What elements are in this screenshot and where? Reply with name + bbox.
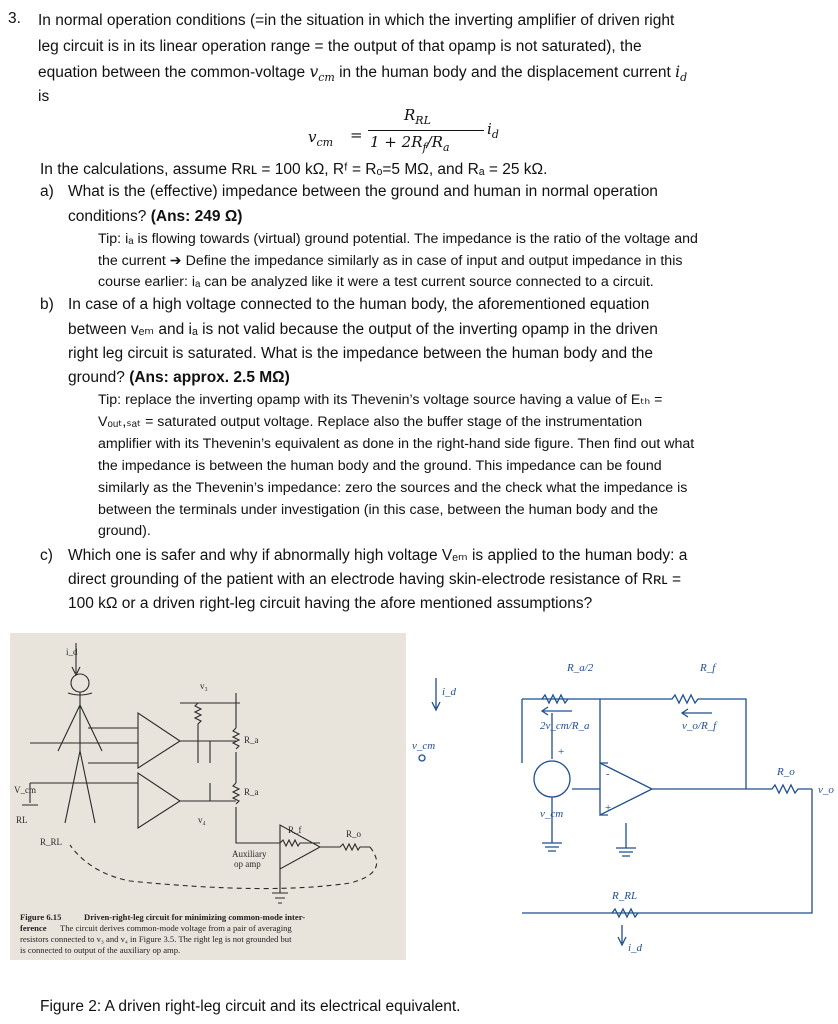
fig-right-ra2: R_a/2 xyxy=(567,662,594,674)
fig-right-plus: + xyxy=(605,802,612,814)
part-b-tip-1: Tip: replace the inverting opamp with its Thevenin’s voltage source having a value of Eₜₕ = xyxy=(98,392,663,408)
fig-left-caption-2: resistors connected to v₃ and v₄ in Figure 3.5. The right leg is not grounded but xyxy=(20,934,292,944)
figure-caption: Figure 2: A driven right-leg circuit and its electrical equivalent. xyxy=(40,998,461,1015)
fig-left-id: i_d xyxy=(66,647,78,657)
fig-left-caption-bold: Driven-right-leg circuit for minimizing common-mode inter- xyxy=(84,912,306,922)
fig-right-id2: i_d xyxy=(628,942,643,954)
fig-right-rrl: R_RL xyxy=(612,890,638,902)
part-b-line-3: right leg circuit is saturated. What is the impedance between the human body and the xyxy=(68,345,654,362)
part-a-line-2: conditions? (Ans: 249 Ω) xyxy=(68,208,243,225)
part-a-label: a) xyxy=(40,183,54,200)
part-b-tip-6: between the terminals under investigation (in this case, between the human body and the xyxy=(98,502,658,518)
intro-line-3: equation between the common-voltage $v_{cm}$ in the human body and the displacement current $i_d$ xyxy=(38,63,688,85)
fig-right-rf: R_f xyxy=(700,662,716,674)
assumptions: In the calculations, assume Rʀʟ = 100 kΩ, Rᶠ = Rₒ=5 MΩ, and Rₐ = 25 kΩ. xyxy=(40,161,548,178)
part-a-tip-2: the current ➔ Define the impedance similarly as in case of input and output impedance in this xyxy=(98,253,683,269)
fig-left-caption-3: is connected to output of the auxiliary op amp. xyxy=(20,945,181,955)
part-c-line-1: Which one is safer and why if abnormally high voltage Vₑₘ is applied to the human body: a xyxy=(68,547,688,564)
fig-right-src2: v_o/R_f xyxy=(682,720,717,732)
fig-right-vcm: v_cm xyxy=(412,740,436,752)
part-b-tip-4: the impedance is between the human body and the ground. This impedance can be found xyxy=(98,458,662,474)
part-c-line-2: direct grounding of the patient with an electrode having skin-electrode resistance of Rʀʟ = xyxy=(68,571,682,588)
part-a-tip-1: Tip: iₐ is flowing towards (virtual) ground potential. The impedance is the ratio of the voltage and xyxy=(98,231,698,247)
fig-left-vcm: V_cm xyxy=(14,785,36,795)
part-a-tip-3: course earlier: iₐ can be analyzed like it were a test current source connected to a circuit. xyxy=(98,274,654,290)
fig-right-id: i_d xyxy=(442,686,457,698)
fig-left-rrl: R_RL xyxy=(40,837,63,847)
electrical-equivalent-figure xyxy=(412,633,838,960)
fig-left-caption-1: The circuit derives common-mode voltage from a pair of averaging xyxy=(60,923,292,933)
fig-right-vcm2: v_cm xyxy=(540,808,564,820)
part-a-line-1: What is the (effective) impedance between the ground and human in normal operation xyxy=(68,183,658,200)
part-b-label: b) xyxy=(40,296,54,313)
part-c-line-3: 100 kΩ or a driven right-leg circuit having the afore mentioned assumptions? xyxy=(68,595,593,612)
fig-left-opamp: op amp xyxy=(234,859,261,869)
part-b-tip-7: ground). xyxy=(98,523,151,539)
fig-right-vo: v_o xyxy=(818,784,834,796)
driven-right-leg-textbook-figure xyxy=(10,633,406,960)
part-b-line-4: ground? (Ans: approx. 2.5 MΩ) xyxy=(68,369,290,386)
fig-left-ro: R_o xyxy=(346,829,362,839)
intro-line-1: In normal operation conditions (=in the situation in which the inverting amplifier of driven right xyxy=(38,12,675,29)
intro-line-4: is xyxy=(38,88,50,105)
fig-left-rl: RL xyxy=(16,815,28,825)
part-b-tip-2: Vₒᵤₜ,ₛₐₜ = saturated output voltage. Replace also the buffer stage of the instrumentation xyxy=(98,414,643,430)
part-b-tip-3: amplifier with its Thevenin’s equivalent as done in the right-hand side figure. Then find out what xyxy=(98,436,695,452)
fig-right-ro: R_o xyxy=(777,766,795,778)
fig-left-ra2: R_a xyxy=(244,787,259,797)
question-number: 3. xyxy=(8,10,21,27)
fig-right-src: 2v_cm/R_a xyxy=(540,720,590,732)
fig-left-aux: Auxiliary xyxy=(232,849,267,859)
fig-left-v4: v₄ xyxy=(198,815,206,825)
part-c-label: c) xyxy=(40,547,53,564)
part-b-tip-5: similarly as the Thevenin’s impedance: zero the sources and the check what the impedance is xyxy=(98,480,688,496)
fig-left-caption-title: Figure 6.15 xyxy=(20,912,62,922)
fig-left-v3: v₃ xyxy=(200,681,208,691)
fig-left-rf: R_f xyxy=(288,825,302,835)
fig-right-minus: - xyxy=(606,768,610,780)
fig-right-plus2: + xyxy=(558,746,565,758)
intro-line-2: leg circuit is in its linear operation range = the output of that opamp is not saturated), the xyxy=(38,38,642,55)
fig-left-ra1: R_a xyxy=(244,735,259,745)
part-b-line-2: between vₑₘ and iₐ is not valid because the output of the inverting opamp in the driven xyxy=(68,321,658,338)
fig-left-caption-bold2: ference xyxy=(20,923,47,933)
part-b-line-1: In case of a high voltage connected to the human body, the aforementioned equation xyxy=(68,296,650,313)
